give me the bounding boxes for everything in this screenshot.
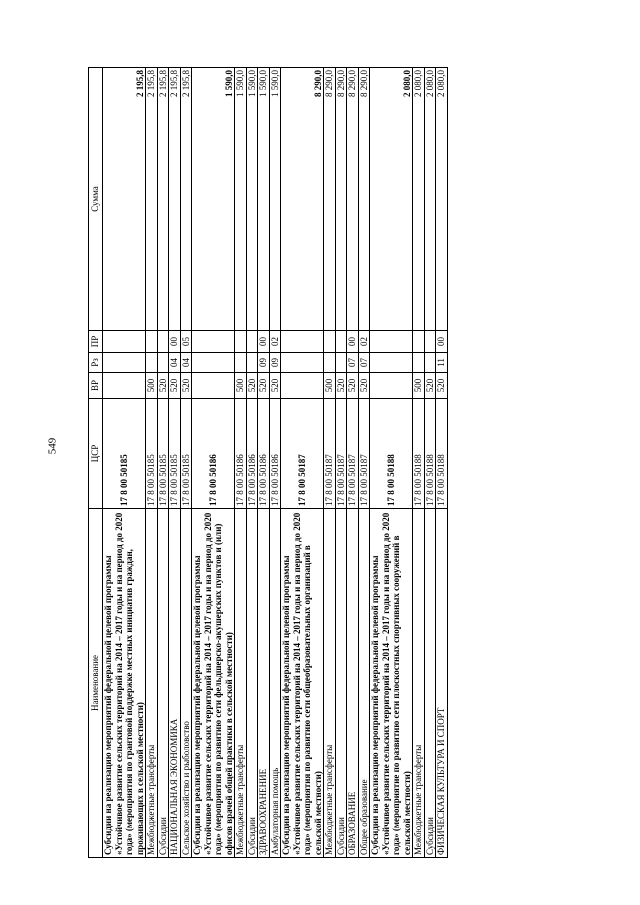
cell-pr [146, 331, 158, 353]
cell-csr: 17 8 00 50187 [281, 399, 324, 509]
cell-pr [246, 331, 258, 353]
cell-csr: 17 8 00 50188 [424, 399, 436, 509]
cell-vr: 500 [413, 373, 425, 399]
table-row [358, 68, 370, 858]
cell-rz [335, 353, 347, 373]
cell-vr: 520 [169, 373, 181, 399]
cell-rz: 07 [358, 353, 370, 373]
table-row [281, 68, 324, 858]
cell-sum: 8 290,0 [335, 68, 347, 331]
header-rz: Рз [89, 353, 103, 373]
cell-pr [157, 331, 169, 353]
cell-pr: 00 [169, 331, 181, 353]
cell-rz [235, 353, 247, 373]
cell-csr: 17 8 00 50188 [413, 399, 425, 509]
table-row [324, 68, 336, 858]
cell-sum: 2 195,8 [103, 68, 146, 331]
cell-vr [370, 373, 413, 399]
cell-pr: 00 [436, 331, 448, 353]
table-body [103, 68, 448, 858]
cell-name: Субсидии [335, 509, 347, 858]
cell-csr: 17 8 00 50186 [258, 399, 270, 509]
cell-pr [370, 331, 413, 353]
cell-vr: 520 [358, 373, 370, 399]
cell-vr: 520 [258, 373, 270, 399]
cell-pr [413, 331, 425, 353]
table-row [235, 68, 247, 858]
cell-csr: 17 8 00 50187 [347, 399, 359, 509]
header-sum: Сумма [89, 68, 103, 331]
cell-pr: 02 [269, 331, 281, 353]
cell-rz [103, 353, 146, 373]
cell-name: Межбюджетные трансферты [146, 509, 158, 858]
cell-rz [192, 353, 235, 373]
cell-pr [281, 331, 324, 353]
cell-csr: 17 8 00 50186 [269, 399, 281, 509]
cell-vr: 520 [335, 373, 347, 399]
cell-csr: 17 8 00 50186 [235, 399, 247, 509]
cell-name: Субсидии на реализацию мероприятий федеральной целевой программы «Устойчивое развитие сельских территорий на 2014 – 2017 годы и на период до 2020 года» (мероприятия по грантовой поддержке местных инициатив граждан, проживающих в сельской местности) [103, 509, 146, 858]
cell-name: Сельское хозяйство и рыболовство [180, 509, 192, 858]
cell-rz: 04 [180, 353, 192, 373]
cell-name: Субсидии на реализацию мероприятий федеральной целевой программы «Устойчивое развитие сельских территорий на 2014 – 2017 годы и на период до 2020 года» (мероприятие по развитию сети плоскостных спортивных сооружений в сельской местности) [370, 509, 413, 858]
cell-rz [157, 353, 169, 373]
table-row [180, 68, 192, 858]
cell-rz: 09 [269, 353, 281, 373]
cell-vr: 520 [157, 373, 169, 399]
table-row [169, 68, 181, 858]
cell-rz: 07 [347, 353, 359, 373]
cell-pr [103, 331, 146, 353]
cell-sum: 2 195,8 [169, 68, 181, 331]
table-header-row [89, 68, 103, 858]
cell-sum: 2 080,0 [436, 68, 448, 331]
cell-name: Межбюджетные трансферты [324, 509, 336, 858]
cell-vr: 500 [146, 373, 158, 399]
table-row [424, 68, 436, 858]
table-row [246, 68, 258, 858]
cell-sum: 1 590,0 [235, 68, 247, 331]
cell-pr: 05 [180, 331, 192, 353]
rotated-table-area [88, 68, 448, 858]
cell-sum: 8 290,0 [324, 68, 336, 331]
table-row [269, 68, 281, 858]
cell-name: Субсидии [157, 509, 169, 858]
cell-sum: 2 080,0 [370, 68, 413, 331]
cell-pr [335, 331, 347, 353]
cell-rz [146, 353, 158, 373]
cell-sum: 2 080,0 [413, 68, 425, 331]
cell-csr: 17 8 00 50187 [358, 399, 370, 509]
cell-pr [424, 331, 436, 353]
cell-sum: 8 290,0 [358, 68, 370, 331]
cell-csr: 17 8 00 50188 [436, 399, 448, 509]
cell-vr: 500 [324, 373, 336, 399]
cell-pr [192, 331, 235, 353]
table-row [103, 68, 146, 858]
cell-name: Общее образование [358, 509, 370, 858]
cell-name: ЗДРАВООХРАНЕНИЕ [258, 509, 270, 858]
cell-csr: 17 8 00 50185 [103, 399, 146, 509]
table-row [258, 68, 270, 858]
cell-csr: 17 8 00 50185 [146, 399, 158, 509]
page-number: 549 [46, 437, 59, 455]
table-row [347, 68, 359, 858]
cell-pr [324, 331, 336, 353]
cell-csr: 17 8 00 50185 [180, 399, 192, 509]
cell-sum: 1 590,0 [192, 68, 235, 331]
cell-rz: 11 [436, 353, 448, 373]
cell-sum: 2 080,0 [424, 68, 436, 331]
header-pr: ПР [89, 331, 103, 353]
cell-vr [281, 373, 324, 399]
table-row [335, 68, 347, 858]
cell-vr: 520 [424, 373, 436, 399]
cell-vr: 520 [436, 373, 448, 399]
cell-vr: 500 [235, 373, 247, 399]
cell-csr: 17 8 00 50187 [335, 399, 347, 509]
table-row [413, 68, 425, 858]
cell-rz [324, 353, 336, 373]
header-vr: ВР [89, 373, 103, 399]
cell-csr: 17 8 00 50186 [192, 399, 235, 509]
cell-vr: 520 [269, 373, 281, 399]
cell-vr [192, 373, 235, 399]
cell-rz [413, 353, 425, 373]
cell-pr: 00 [347, 331, 359, 353]
cell-name: Субсидии на реализацию мероприятий федеральной целевой программы «Устойчивое развитие сельских территорий на 2014 – 2017 годы и на период до 2020 года» (мероприятия по развитию сети общеобразовательных организаций в сельской местности) [281, 509, 324, 858]
cell-name: Межбюджетные трансферты [235, 509, 247, 858]
cell-vr: 520 [180, 373, 192, 399]
cell-sum: 2 195,8 [146, 68, 158, 331]
table-row [146, 68, 158, 858]
cell-name: Субсидии [246, 509, 258, 858]
cell-name: Субсидии [424, 509, 436, 858]
cell-rz: 09 [258, 353, 270, 373]
header-name: Наименование [89, 509, 103, 858]
cell-sum: 1 590,0 [269, 68, 281, 331]
cell-sum: 2 195,8 [180, 68, 192, 331]
cell-rz: 04 [169, 353, 181, 373]
cell-pr [235, 331, 247, 353]
cell-rz [246, 353, 258, 373]
cell-name: Межбюджетные трансферты [413, 509, 425, 858]
table-row [157, 68, 169, 858]
cell-vr: 520 [347, 373, 359, 399]
cell-name: Субсидии на реализацию мероприятий федеральной целевой программы «Устойчивое развитие сельских территорий на 2014 – 2017 годы и на период до 2020 года» (мероприятия по развитию сети фельдшерско-акушерских пунктов и (или) офисов врачей общей практики в сельской местности) [192, 509, 235, 858]
cell-sum: 1 590,0 [246, 68, 258, 331]
budget-table [88, 67, 448, 858]
cell-csr: 17 8 00 50188 [370, 399, 413, 509]
cell-sum: 1 590,0 [258, 68, 270, 331]
cell-sum: 8 290,0 [281, 68, 324, 331]
table-row [192, 68, 235, 858]
cell-name: НАЦИОНАЛЬНАЯ ЭКОНОМИКА [169, 509, 181, 858]
table-row [370, 68, 413, 858]
cell-sum: 8 290,0 [347, 68, 359, 331]
cell-name: ОБРАЗОВАНИЕ [347, 509, 359, 858]
table-row [436, 68, 448, 858]
cell-pr: 02 [358, 331, 370, 353]
cell-csr: 17 8 00 50187 [324, 399, 336, 509]
cell-vr: 520 [246, 373, 258, 399]
cell-csr: 17 8 00 50185 [157, 399, 169, 509]
cell-csr: 17 8 00 50185 [169, 399, 181, 509]
cell-vr [103, 373, 146, 399]
cell-name: ФИЗИЧЕСКАЯ КУЛЬТУРА И СПОРТ [436, 509, 448, 858]
cell-name: Амбулаторная помощь [269, 509, 281, 858]
cell-csr: 17 8 00 50186 [246, 399, 258, 509]
cell-rz [281, 353, 324, 373]
header-csr: ЦСР [89, 399, 103, 509]
cell-rz [370, 353, 413, 373]
cell-sum: 2 195,8 [157, 68, 169, 331]
cell-pr: 00 [258, 331, 270, 353]
cell-rz [424, 353, 436, 373]
